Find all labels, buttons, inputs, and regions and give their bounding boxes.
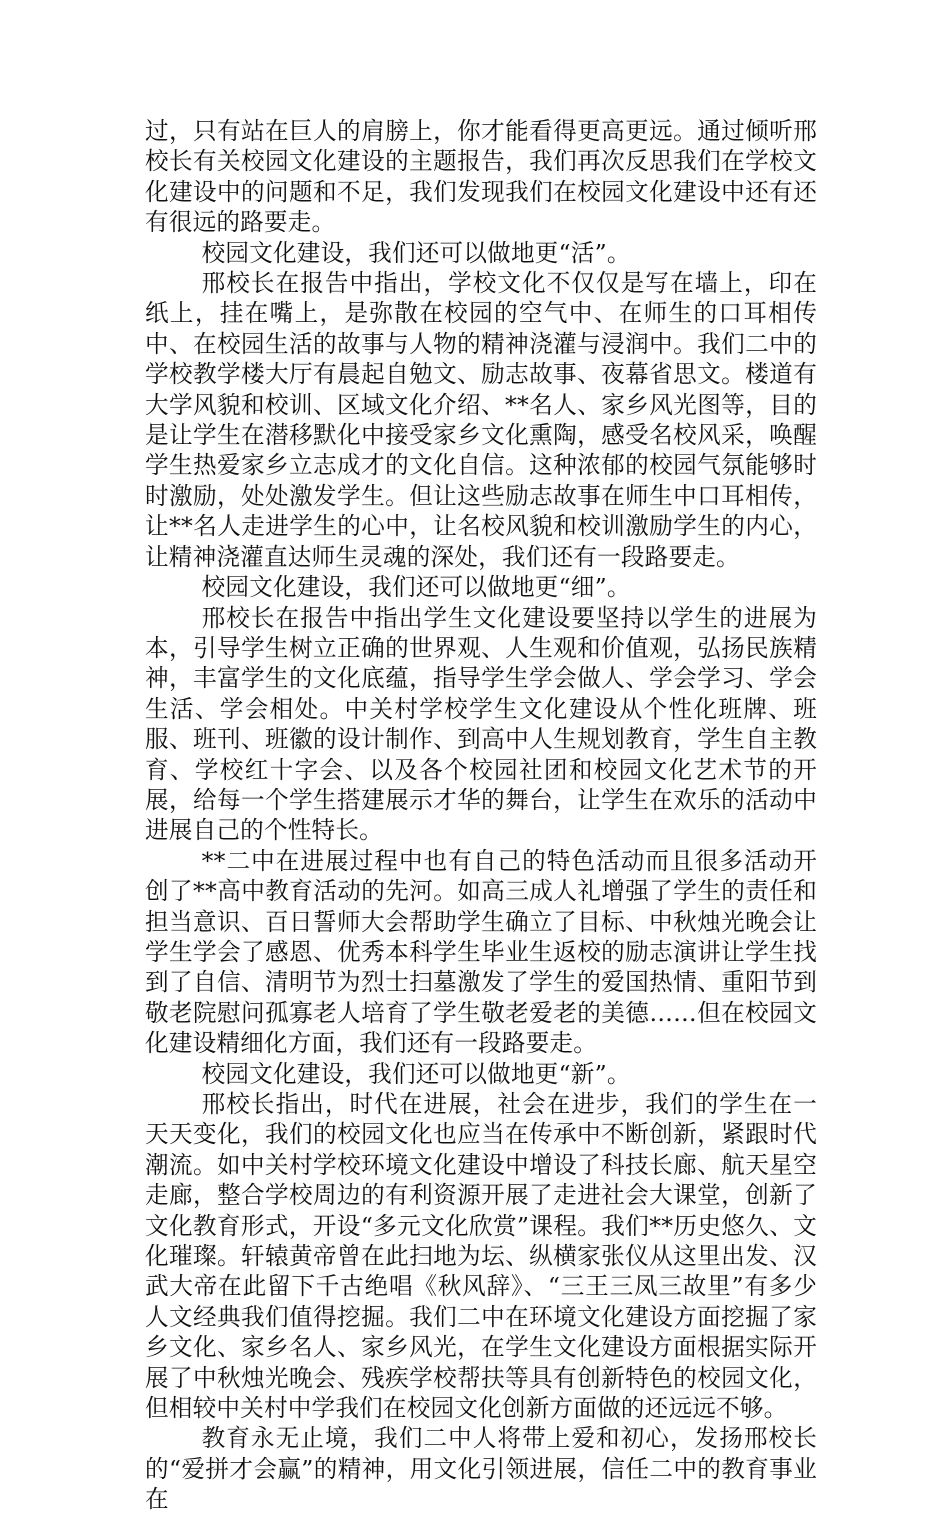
paragraph-body: **二中在进展过程中也有自己的特色活动而且很多活动开创了**高中教育活动的先河。如高三成人礼增强了学生的责任和担当意识、百日誓师大会帮助学生确立了目标、中秋烛光晚会让学生学会了感恩、优秀本科学生毕业生返校的励志演讲让学生找到了自信、清明节为烈士扫墓激发了学生的爱国热情、重阳节到敬老院慰问孤寡老人培育了学生敬老爱老的美德……但在校园文化建设精细化方面，我们还有一段路要走。: [145, 846, 817, 1058]
paragraph-heading-xi: 校园文化建设，我们还可以做地更“细”。: [201, 573, 631, 602]
paragraph-continuation: 过，只有站在巨人的肩膀上，你才能看得更高更远。通过倾听邢校长有关校园文化建设的主题报告，我们再次反思我们在学校文化建设中的问题和不足，我们发现我们在校园文化建设中还有还有很远的路要走。: [145, 117, 817, 237]
paragraph-heading-xin: 校园文化建设，我们还可以做地更“新”。: [201, 1059, 631, 1088]
paragraph-closing: 教育永无止境，我们二中人将带上爱和初心，发扬邢校长的“爱拼才会赢”的精神，用文化引领进展，信任二中的教育事业在: [145, 1424, 817, 1514]
paragraph-body: 邢校长在报告中指出，学校文化不仅仅是写在墙上，印在纸上，挂在嘴上，是弥散在校园的空气中、在师生的口耳相传中、在校园生活的故事与人物的精神浇灌与浸润中。我们二中的学校教学楼大厅有晨起自勉文、励志故事、夜幕省思文。楼道有大学风貌和校训、区域文化介绍、**名人、家乡风光图等，目的是让学生在潜移默化中接受家乡文化熏陶，感受名校风采，唤醒学生热爱家乡立志成才的文化自信。这种浓郁的校园气氛能够时时激励，处处激发学生。但让这些励志故事在师生中口耳相传，让**名人走进学生的心中，让名校风貌和校训激励学生的内心，让精神浇灌直达师生灵魂的深处，我们还有一段路要走。: [145, 269, 817, 571]
paragraph-heading-huo: 校园文化建设，我们还可以做地更“活”。: [201, 238, 631, 267]
document-body: [145, 116, 817, 1515]
paragraph-body: 邢校长在报告中指出学生文化建设要坚持以学生的进展为本，引导学生树立正确的世界观、人生观和价值观，弘扬民族精神，丰富学生的文化底蕴，指导学生学会做人、学会学习、学会生活、学会相处。中关村学校学生文化建设从个性化班牌、班服、班刊、班徽的设计制作、到高中人生规划教育，学生自主教育、学校红十字会、以及各个校园社团和校园文化艺术节的开展，给每一个学生搭建展示才华的舞台，让学生在欢乐的活动中进展自己的个性特长。: [145, 603, 817, 845]
paragraph-body: 邢校长指出，时代在进展，社会在进步，我们的学生在一天天变化，我们的校园文化也应当在传承中不断创新，紧跟时代潮流。如中关村学校环境文化建设中增设了科技长廊、航天星空走廊，整合学校周边的有利资源开展了走进社会大课堂，创新了文化教育形式，开设“多元文化欣赏”课程。我们**历史悠久、文化璀璨。轩辕黄帝曾在此扫地为坛、纵横家张仪从这里出发、汉武大帝在此留下千古绝唱《秋风辞》、“三王三凤三故里”有多少人文经典我们值得挖掘。我们二中在环境文化建设方面挖掘了家乡文化、家乡名人、家乡风光，在学生文化建设方面根据实际开展了中秋烛光晚会、残疾学校帮扶等具有创新特色的校园文化，但相较中关村中学我们在校园文化创新方面做的还远远不够。: [145, 1090, 817, 1423]
